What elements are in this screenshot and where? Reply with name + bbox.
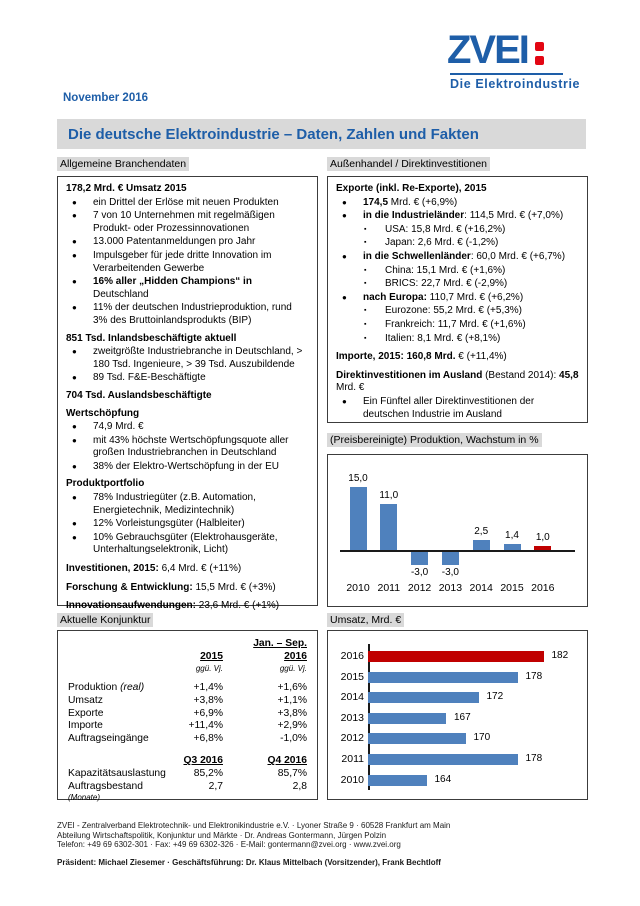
- row-label: Auftragseingänge: [68, 733, 149, 745]
- footer-address-line: ZVEI - Zentralverband Elektrotechnik- und Elektronikindustrie e.V. · Lyoner Straße 9 · 60528 Frankfurt am Main: [57, 821, 451, 830]
- row-label: Exporte: [68, 707, 104, 719]
- table-gap: [68, 746, 307, 755]
- date-label: November 2016: [63, 92, 149, 104]
- bullet-icon: ▪: [364, 307, 367, 315]
- footer: [57, 821, 597, 867]
- y-tick-label: 2016: [340, 650, 364, 662]
- bar-2011: [368, 754, 518, 765]
- bar-2013: [442, 552, 459, 565]
- row-value: +6,9%: [193, 707, 223, 719]
- bar-value-label: -3,0: [410, 566, 429, 578]
- text-line: Importe, 2015: 160,8 Mrd. € (+11,4%): [336, 351, 507, 363]
- bullet-item: [357, 305, 579, 318]
- row-label: (Monate): [68, 793, 101, 803]
- bullet-text: in die Industrieländer: 114,5 Mrd. € (+7,0%): [363, 210, 564, 222]
- bar-value-label: 170: [473, 732, 491, 744]
- row-label: [68, 651, 183, 664]
- row-value: +1,4%: [193, 682, 223, 694]
- bullet-item: [357, 278, 579, 291]
- bullet-text: ein Drittel der Erlöse mit neuen Produkten: [93, 196, 279, 208]
- bullet-item: [357, 237, 579, 250]
- bullet-icon: ●: [72, 197, 77, 207]
- bar-2010: [368, 775, 427, 786]
- row-value: +1,1%: [277, 694, 307, 706]
- bar-2016: [368, 651, 544, 662]
- table-gap: [68, 673, 307, 682]
- table-row: [68, 695, 307, 708]
- produktion-chart: [327, 454, 588, 607]
- bar-2011: [380, 504, 397, 550]
- bullet-text: 74,9 Mrd. €: [93, 421, 144, 433]
- bullet-item: [336, 292, 579, 305]
- x-tick-label: 2015: [500, 582, 524, 594]
- bullet-icon: ●: [72, 250, 77, 260]
- row-label: Importe: [68, 720, 103, 732]
- row-value: +3,8%: [277, 707, 307, 719]
- bar-2013: [368, 713, 446, 724]
- bullet-icon: ●: [72, 347, 77, 357]
- bullet-icon: ●: [72, 211, 77, 221]
- bullet-icon: ●: [342, 251, 347, 261]
- konjunktur-table: [57, 630, 318, 803]
- bullet-item: [357, 265, 579, 278]
- bar-value-label: -3,0: [441, 566, 459, 578]
- y-tick-label: 2015: [340, 670, 364, 683]
- bar-value-label: 1,4: [505, 530, 519, 542]
- bullet-item: [336, 210, 579, 223]
- bullet-text: 11% der deutschen Industrieproduktion, rund 3% des Bruttoinlandsprodukts (BIP): [93, 302, 292, 326]
- bullet-item: [336, 251, 579, 264]
- bullet-icon: ●: [342, 396, 347, 406]
- row-value: [183, 793, 223, 803]
- bullet-icon: ▪: [364, 334, 367, 342]
- x-tick-label: 2014: [469, 582, 493, 594]
- bar-2015: [368, 672, 518, 683]
- bar-value-label: 178: [525, 753, 543, 764]
- bullet-text: Ein Fünftel aller Direktinvestitionen der deutschen Industrie im Ausland: [363, 395, 535, 420]
- row-label: [68, 755, 183, 768]
- row-value: 2,8: [292, 780, 307, 792]
- text-line: Wertschöpfung: [66, 407, 140, 419]
- bar-value-label: 1,0: [535, 531, 550, 543]
- bullet-icon: ▪: [364, 320, 367, 328]
- row-value: +3,8%: [193, 694, 223, 706]
- bullet-icon: ●: [72, 422, 77, 432]
- table-row: [68, 651, 307, 664]
- x-tick-label: 2013: [438, 582, 463, 594]
- bullet-item: [66, 435, 309, 460]
- row-value: 2015: [200, 650, 223, 662]
- row-value: +6,8%: [193, 733, 223, 745]
- row-label: Produktion (real): [68, 682, 145, 694]
- footer-management-line: Präsident: Michael Ziesemer · Geschäftsführung: Dr. Klaus Mittelbach (Vorsitzender), Frank Bechtloff: [57, 857, 441, 867]
- bullet-text: nach Europa: 110,7 Mrd. € (+6,2%): [363, 291, 524, 303]
- row-value: 85,7%: [277, 767, 307, 779]
- x-tick-label: 2012: [407, 582, 432, 594]
- logo-subtitle: Die Elektroindustrie: [450, 77, 581, 91]
- branchendaten-box: [57, 176, 318, 612]
- text-line: Innovationsaufwendungen: 23,6 Mrd. € (+1%): [66, 600, 280, 612]
- colon-dot-top: [535, 42, 544, 51]
- bar-value-label: 182: [551, 650, 569, 661]
- row-value: +1,6%: [277, 682, 307, 694]
- bullet-item: [66, 372, 309, 385]
- table-row: [68, 755, 307, 768]
- row-value: Q4 2016: [267, 755, 307, 767]
- row-value: 2,7: [208, 780, 223, 792]
- bullet-text: Frankreich: 11,7 Mrd. € (+1,6%): [385, 318, 526, 330]
- bullet-item: [357, 319, 579, 332]
- row-value: ggü. Vj.: [279, 663, 307, 673]
- table-row: [68, 793, 307, 803]
- zvei-logo-text: ZVEI: [447, 28, 528, 72]
- y-tick-label: 2014: [340, 691, 364, 704]
- bar-value-label: 172: [486, 691, 504, 703]
- bullet-icon: ▪: [364, 266, 367, 274]
- bullet-item: [357, 333, 579, 346]
- bullet-text: 7 von 10 Unternehmen mit regelmäßigen Produkt- oder Prozessinnovationen: [93, 210, 275, 234]
- bullet-icon: ●: [72, 461, 77, 471]
- bullet-item: [66, 492, 309, 517]
- bar-value-label: 167: [454, 711, 471, 723]
- bullet-text: Eurozone: 55,2 Mrd. € (+5,3%): [385, 305, 523, 317]
- bullet-icon: ▪: [364, 225, 367, 233]
- y-tick-label: 2012: [340, 732, 364, 745]
- bar-value-label: 164: [434, 773, 452, 785]
- text-line: Direktinvestitionen im Ausland (Bestand 2014): 45,8 Mrd. €: [336, 369, 579, 394]
- bullet-item: [66, 532, 309, 557]
- bullet-icon: ●: [72, 373, 77, 383]
- x-tick-label: 2010: [346, 582, 370, 594]
- bullet-item: [66, 210, 309, 235]
- bar-value-label: 178: [525, 670, 543, 682]
- row-value: Jan. – Sep.: [253, 638, 307, 649]
- section-label-branchendaten: Allgemeine Branchendaten: [57, 158, 189, 170]
- row-label: Umsatz: [68, 694, 103, 706]
- bullet-text: zweitgrößte Industriebranche in Deutschland, > 180 Tsd. Ingenieure, > 39 Tsd. Auszubildende: [93, 346, 303, 370]
- bar-2014: [473, 540, 490, 551]
- bullet-item: [66, 461, 309, 474]
- zvei-logo-wordmark: [447, 30, 607, 70]
- bar-2016: [534, 546, 551, 550]
- row-value: ggü. Vj.: [195, 663, 223, 673]
- bullet-text: 10% Gebrauchsgüter (Elektrohausgeräte, Unterhaltungselektronik, Licht): [93, 531, 278, 556]
- bullet-icon: ●: [72, 532, 77, 542]
- table-row: [68, 768, 307, 781]
- bullet-text: China: 15,1 Mrd. € (+1,6%): [385, 264, 506, 276]
- y-tick-label: 2013: [340, 711, 364, 724]
- row-label: [68, 638, 183, 651]
- text-line: Produktportfolio: [66, 478, 145, 490]
- table-row: [68, 708, 307, 721]
- text-line: Forschung & Entwicklung: 15,5 Mrd. € (+3%): [66, 581, 276, 593]
- zvei-colon-icon: [535, 42, 544, 70]
- table-row: [68, 781, 307, 794]
- y-tick-label: 2011: [341, 753, 364, 765]
- bullet-item: [336, 396, 579, 421]
- bullet-icon: ●: [72, 303, 77, 313]
- text-line: Exporte (inkl. Re-Exporte), 2015: [336, 183, 487, 194]
- title-bar: [57, 119, 586, 149]
- bullet-text: 13.000 Patentanmeldungen pro Jahr: [93, 236, 256, 248]
- bullet-text: 38% der Elektro-Wertschöpfung in der EU: [93, 460, 280, 472]
- bullet-item: [66, 421, 309, 434]
- table-row: [68, 720, 307, 733]
- aussenhandel-box: [327, 176, 588, 423]
- umsatz-chart: [327, 630, 588, 800]
- zvei-logo: [447, 30, 607, 91]
- row-label: Auftragsbestand: [68, 780, 143, 792]
- bullet-item: [66, 197, 309, 210]
- bullet-text: USA: 15,8 Mrd. € (+16,2%): [385, 223, 506, 235]
- row-value: -1,0%: [280, 733, 307, 745]
- bullet-icon: ●: [342, 211, 347, 221]
- bullet-text: Japan: 2,6 Mrd. € (-1,2%): [385, 237, 499, 249]
- bar-2010: [350, 487, 367, 550]
- text-line: 704 Tsd. Auslandsbeschäftigte: [66, 389, 212, 401]
- table-row: [68, 682, 307, 695]
- bullet-text: Impulsgeber für jede dritte Innovation im Verarbeitenden Gewerbe: [93, 249, 272, 274]
- y-tick-label: 2010: [340, 773, 364, 786]
- bullet-icon: ▪: [364, 280, 367, 288]
- bar-value-label: 2,5: [474, 525, 489, 537]
- bullet-icon: ●: [342, 197, 347, 207]
- bar-value-label: 11,0: [379, 489, 399, 501]
- bullet-item: [357, 224, 579, 237]
- bullet-text: Italien: 8,1 Mrd. € (+8,1%): [385, 332, 501, 344]
- table-row: [68, 733, 307, 746]
- bullet-text: 12% Vorleistungsgüter (Halbleiter): [93, 518, 245, 530]
- colon-dot-bottom: [535, 56, 544, 65]
- bullet-text: BRICS: 22,7 Mrd. € (-2,9%): [385, 278, 508, 290]
- text-line: 851 Tsd. Inlandsbeschäftigte aktuell: [66, 332, 237, 344]
- row-value: [223, 793, 307, 803]
- bullet-icon: ●: [72, 277, 77, 287]
- bullet-icon: ●: [72, 435, 77, 445]
- text-line: 178,2 Mrd. € Umsatz 2015: [66, 183, 187, 194]
- section-label-umsatz: Umsatz, Mrd. €: [327, 614, 404, 626]
- bullet-item: [66, 302, 309, 327]
- row-value: +11,4%: [188, 720, 223, 732]
- text-line: Investitionen, 2015: 6,4 Mrd. € (+11%): [66, 563, 242, 575]
- bullet-icon: ●: [342, 292, 347, 302]
- bullet-item: [66, 276, 309, 301]
- bar-value-label: 15,0: [348, 473, 368, 484]
- bullet-icon: ●: [72, 493, 77, 503]
- bullet-text: mit 43% höchste Wertschöpfungsquote aller großen Industriebranchen in Deutschland: [93, 434, 289, 459]
- x-tick-label: 2011: [377, 582, 401, 594]
- bullet-item: [66, 346, 309, 371]
- bullet-icon: ▪: [364, 239, 367, 247]
- bar-2012: [411, 552, 428, 565]
- bullet-item: [336, 197, 579, 210]
- section-label-produktion: (Preisbereinigte) Produktion, Wachstum in %: [327, 434, 542, 446]
- bullet-icon: ●: [72, 237, 77, 247]
- bullet-text: 78% Industriegüter (z.B. Automation, Energietechnik, Medizintechnik): [93, 492, 256, 516]
- bullet-item: [66, 518, 309, 531]
- bullet-text: 174,5 Mrd. € (+6,9%): [363, 196, 458, 208]
- row-value: Q3 2016: [183, 755, 223, 767]
- row-label: Kapazitätsauslastung: [68, 767, 166, 779]
- bar-2015: [504, 544, 521, 550]
- section-label-aussenhandel: Außenhandel / Direktinvestitionen: [327, 158, 490, 170]
- bullet-text: in die Schwellenländer: 60,0 Mrd. € (+6,7%): [363, 250, 566, 262]
- bullet-text: 16% aller „Hidden Champions“ in Deutschland: [93, 276, 252, 300]
- logo-underline: [450, 73, 563, 75]
- bullet-icon: ●: [72, 519, 77, 529]
- table-row: [68, 664, 307, 674]
- page-title: Die deutsche Elektroindustrie – Daten, Zahlen und Fakten: [68, 125, 479, 143]
- row-value: 2016: [284, 650, 307, 662]
- bullet-item: [66, 236, 309, 249]
- section-label-konjunktur: Aktuelle Konjunktur: [57, 614, 153, 626]
- footer-contact-line: Telefon: +49 69 6302-301 · Fax: +49 69 6302-326 · E-Mail: gontermann@zvei.org · www.zvei.org: [57, 840, 401, 849]
- footer-department-line: Abteilung Wirtschaftspolitik, Konjunktur und Märkte · Dr. Andreas Gontermann, Jürgen Polzin: [57, 830, 387, 840]
- row-label: [68, 664, 183, 674]
- bullet-text: 89 Tsd. F&E-Beschäftigte: [93, 372, 206, 384]
- row-value: +2,9%: [277, 720, 307, 732]
- bullet-item: [66, 250, 309, 275]
- row-value: 85,2%: [193, 767, 223, 779]
- bar-2012: [368, 733, 466, 744]
- row-value: [183, 638, 223, 651]
- x-tick-label: 2016: [531, 582, 555, 594]
- table-row: [68, 638, 307, 651]
- bar-2014: [368, 692, 479, 703]
